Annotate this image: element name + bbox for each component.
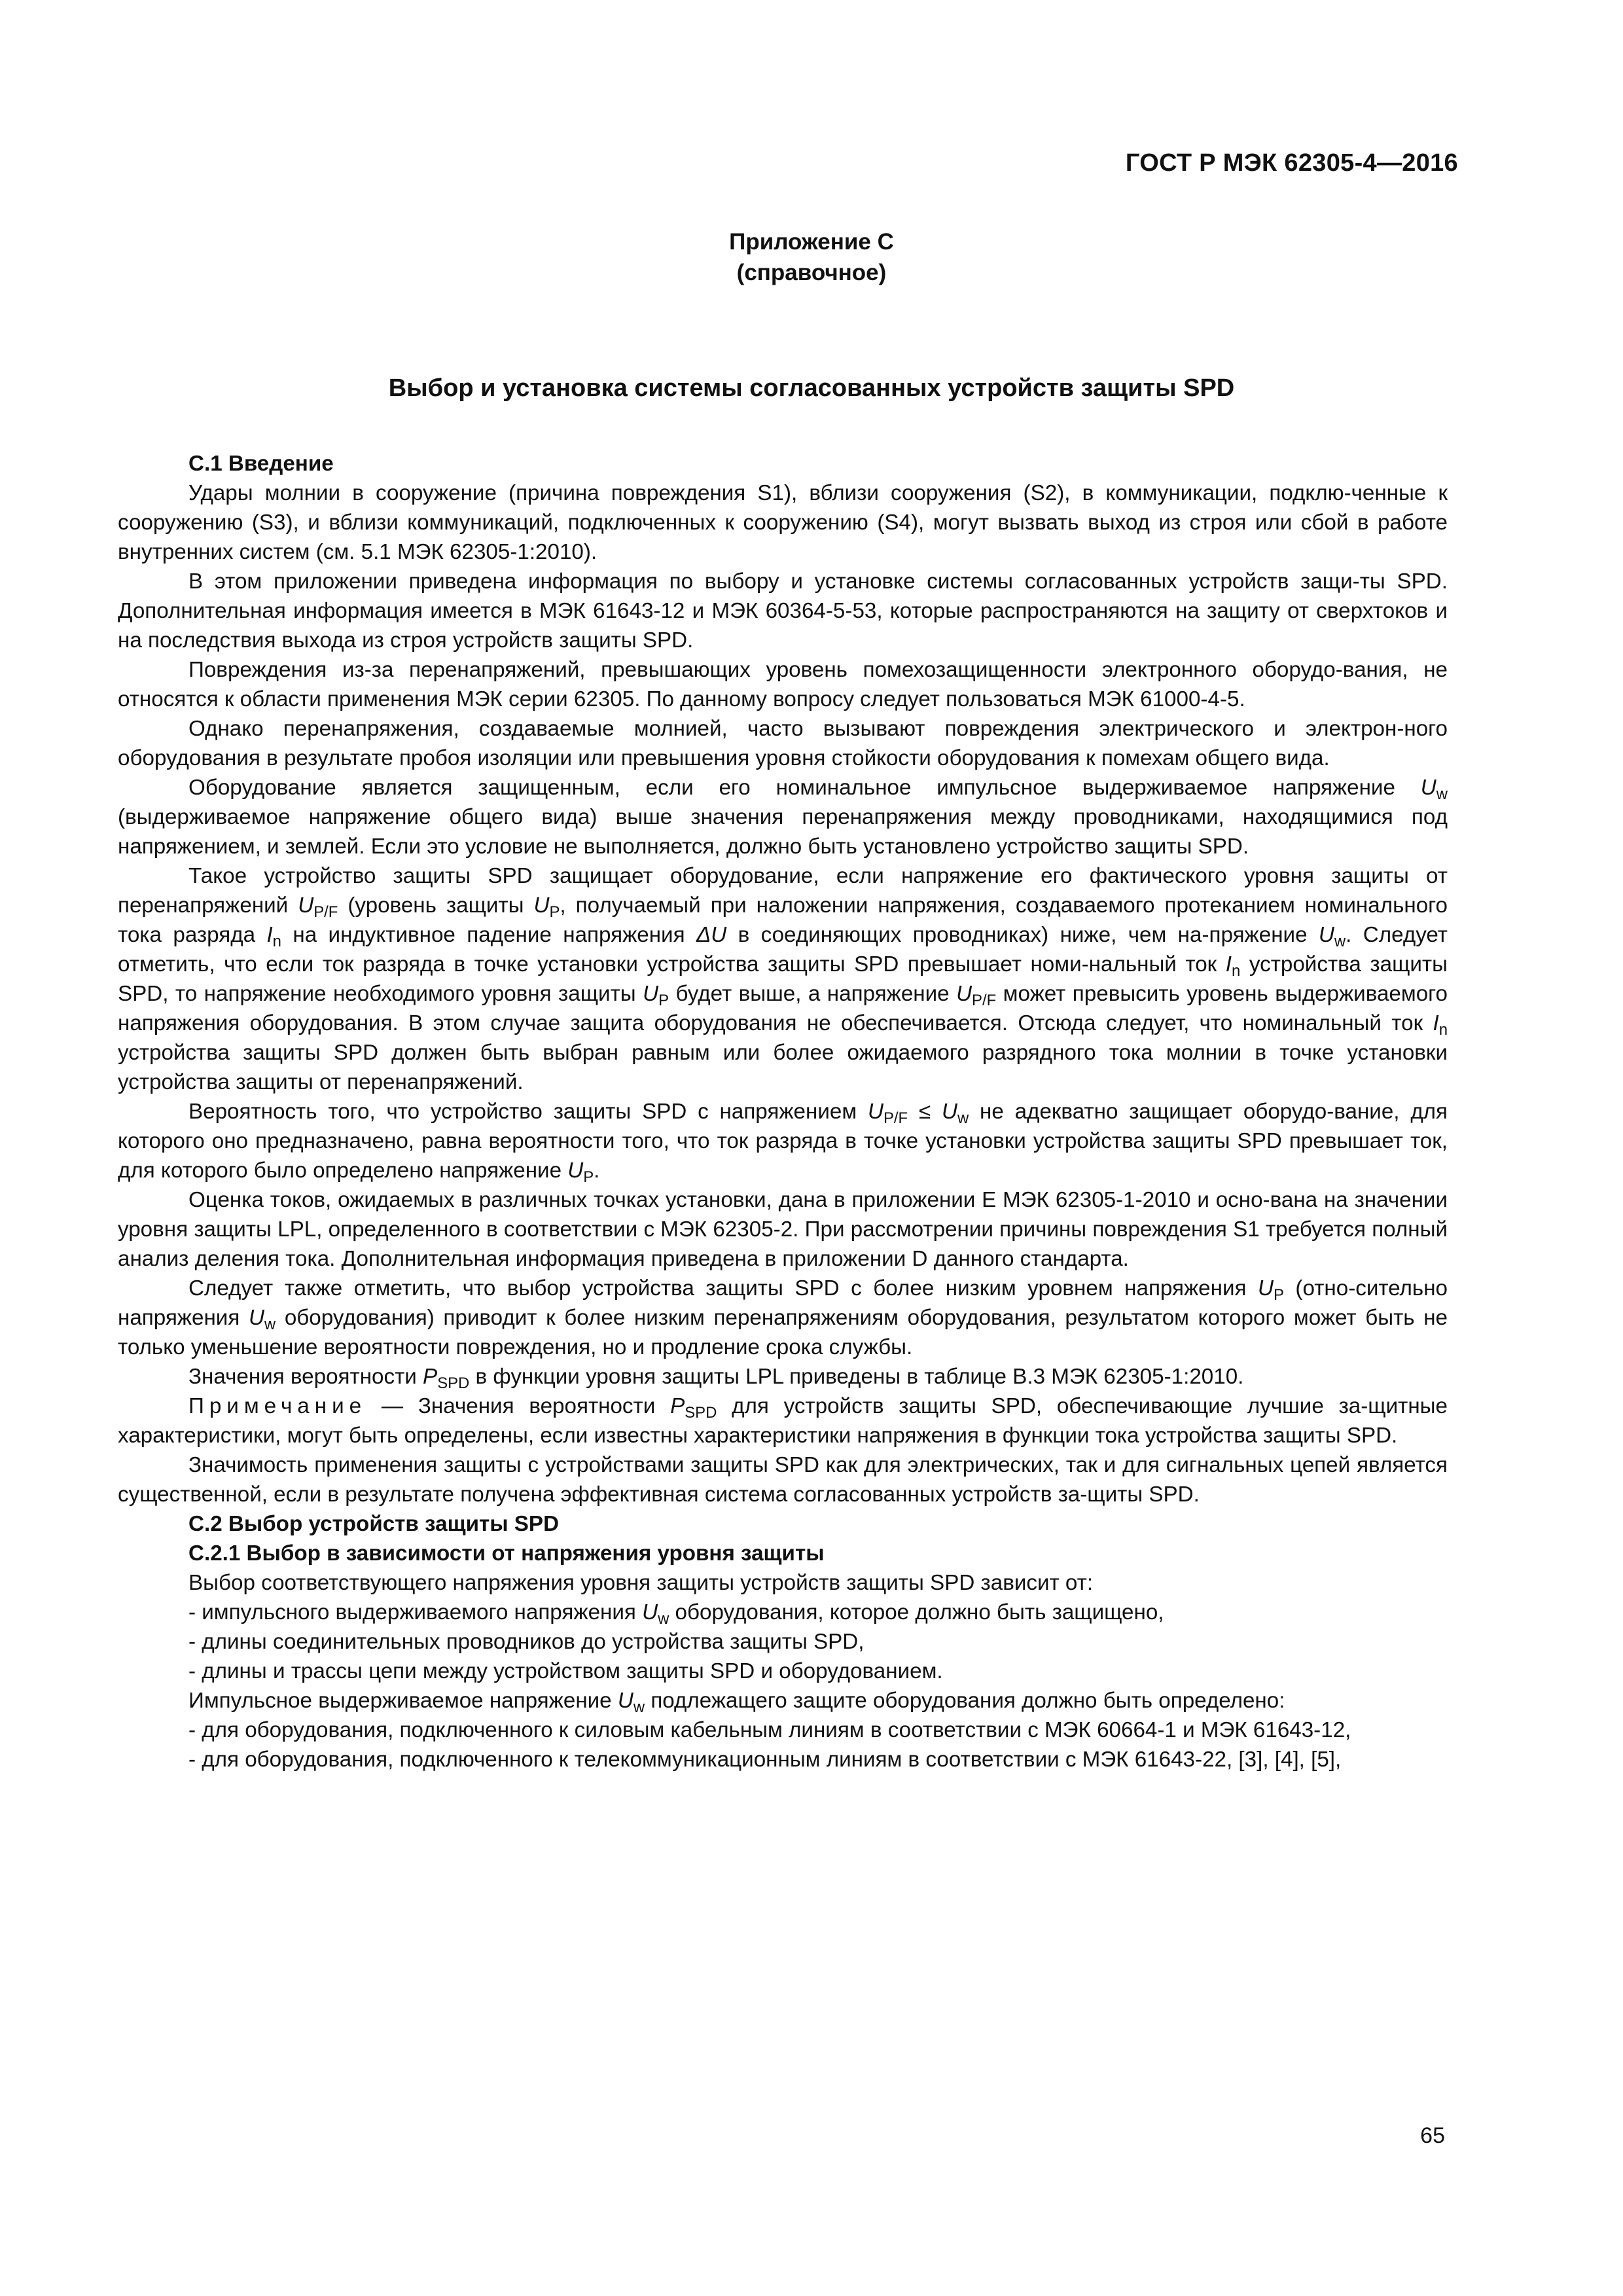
list-item: - для оборудования, подключенного к силовым кабельным линиям в соответствии с МЭК 60664-1 и МЭК 61643-12, bbox=[188, 1718, 1351, 1742]
paragraph: Значения вероятности $P_{SPD}$ в функции уровня защиты LPL приведены в таблице B.3 МЭК 62305-1:2010. bbox=[188, 1365, 1244, 1393]
section-heading-c2: С.2 Выбор устройств защиты SPD bbox=[188, 1512, 560, 1536]
page-number: 65 bbox=[1420, 2123, 1445, 2148]
standard-code: ГОСТ Р МЭК 62305-4—2016 bbox=[1125, 149, 1458, 177]
paragraph: Такое устройство защиты SPD защищает оборудование, если напряжение его фактического уровня защиты от перенапряжений $U_{P/F}$ (уровень защиты $U_P$, получаемый при наложении напряжения, создаваемого протеканием номинального тока разряда $I_n$ на индуктивное падение напряжения ΔU в соединяющих проводниках) ниже, чем на-пряжение $U_w$. Следует отметить, что если ток разряда в точке установки устройства защиты SPD превышает номи-нальный ток $I_n$ устройства защиты SPD, то напряжение необходимого уровня защиты $U_P$ будет выше, а напряжение $U_{P/F}$ может превысить уровень выдерживаемого напряжения оборудования. В этом случае защита оборудования не обеспечивается. Отсюда следует, что номинальный ток $I_n$ устройства защиты SPD должен быть выбран равным или более ожидаемого разрядного тока молнии в точке установки устройства защиты от перенапряжений. bbox=[118, 864, 1448, 1094]
paragraph: Повреждения из-за перенапряжений, превышающих уровень помехозащищенности электронного оборудо-вания, не относятся к области применения МЭК серии 62305. По данному вопросу следует пользоваться МЭК 61000-4-5. bbox=[118, 658, 1448, 711]
note-label: Примечание bbox=[188, 1394, 367, 1418]
paragraph: Значимость применения защиты с устройствами защиты SPD как для электрических, так и для сигнальных цепей является существенной, если в результате получена эффективная система согласованных устройств за-щиты SPD. bbox=[118, 1453, 1448, 1507]
paragraph: Вероятность того, что устройство защиты SPD с напряжением $U_{P/F} \le U_w$ не адекватно защищает оборудо-вание, для которого оно предназначено, равна вероятности того, что ток разряда в точке установки устройства защиты SPD превышает ток, для которого было определено напряжение $U_P$. bbox=[118, 1100, 1448, 1187]
annex-heading bbox=[0, 226, 1623, 288]
subsection-heading-c2-1: С.2.1 Выбор в зависимости от напряжения уровня защиты bbox=[188, 1541, 825, 1566]
annex-main-title: Выбор и установка системы согласованных устройств защиты SPD bbox=[388, 374, 1235, 402]
document-body bbox=[118, 449, 1448, 1774]
paragraph: Выбор соответствующего напряжения уровня защиты устройств защиты SPD зависит от: bbox=[188, 1571, 1094, 1595]
paragraph: Удары молнии в сооружение (причина повреждения S1), вблизи сооружения (S2), в коммуникации, подклю-ченные к сооружению (S3), и вблизи коммуникаций, подключенных к сооружению (S4), могут вызвать выход из строя или сбой в работе внутренних систем (см. 5.1 МЭК 62305-1:2010). bbox=[118, 481, 1448, 564]
annex-type: (справочное) bbox=[736, 260, 887, 285]
paragraph: Оценка токов, ожидаемых в различных точках установки, дана в приложении Е МЭК 62305-1-2010 и осно-вана на значении уровня защиты LPL, определенного в соответствии с МЭК 62305-2. При рассмотрении причины повреждения S1 требуется полный анализ деления тока. Дополнительная информация приведена в приложении D данного стандарта. bbox=[118, 1188, 1448, 1271]
paragraph: Однако перенапряжения, создаваемые молнией, часто вызывают повреждения электрического и электрон-ного оборудования в результате пробоя изоляции или превышения уровня стойкости оборудования к помехам общего вида. bbox=[118, 717, 1448, 770]
paragraph: В этом приложении приведена информация по выбору и установке системы согласованных устройств защи-ты SPD. Дополнительная информация имеется в МЭК 61643-12 и МЭК 60364-5-53, которые распространяются на защиту от сверхтоков и на последствия выхода из строя устройств защиты SPD. bbox=[118, 569, 1448, 653]
paragraph: Импульсное выдерживаемое напряжение $U_w$ подлежащего защите оборудования должно быть определено: bbox=[188, 1689, 1285, 1717]
paragraph: Следует также отметить, что выбор устройства защиты SPD с более низким уровнем напряжения $U_P$ (отно-сительно напряжения $U_w$ оборудования) приводит к более низким перенапряжениям оборудования, результатом которого может быть не только уменьшение вероятности повреждения, но и продление срока службы. bbox=[118, 1276, 1448, 1359]
section-heading-c1: С.1 Введение bbox=[188, 452, 334, 476]
annex-title: Приложение С bbox=[729, 229, 894, 255]
note: Примечание — Значения вероятности $P_{SPD}$ для устройств защиты SPD, обеспечивающие лучшие за-щитные характеристики, могут быть определены, если известны характеристики напряжения в функции тока устройства защиты SPD. bbox=[118, 1394, 1448, 1448]
list-item: - длины и трассы цепи между устройством защиты SPD и оборудованием. bbox=[188, 1659, 943, 1683]
list-item: - для оборудования, подключенного к телекоммуникационным линиям в соответствии с МЭК 61643-22, [3], [4], [5], bbox=[188, 1748, 1342, 1772]
paragraph: Оборудование является защищенным, если его номинальное импульсное выдерживаемое напряжение $U_w$ (выдерживаемое напряжение общего вида) выше значения перенапряжения между проводниками, находящимися под напряжением, и землей. Если это условие не выполняется, должно быть установлено устройство защиты SPD. bbox=[118, 776, 1448, 859]
list-item: - импульсного выдерживаемого напряжения $U_w$ оборудования, которое должно быть защищено, bbox=[188, 1600, 1164, 1628]
list-item: - длины соединительных проводников до устройства защиты SPD, bbox=[188, 1630, 865, 1654]
